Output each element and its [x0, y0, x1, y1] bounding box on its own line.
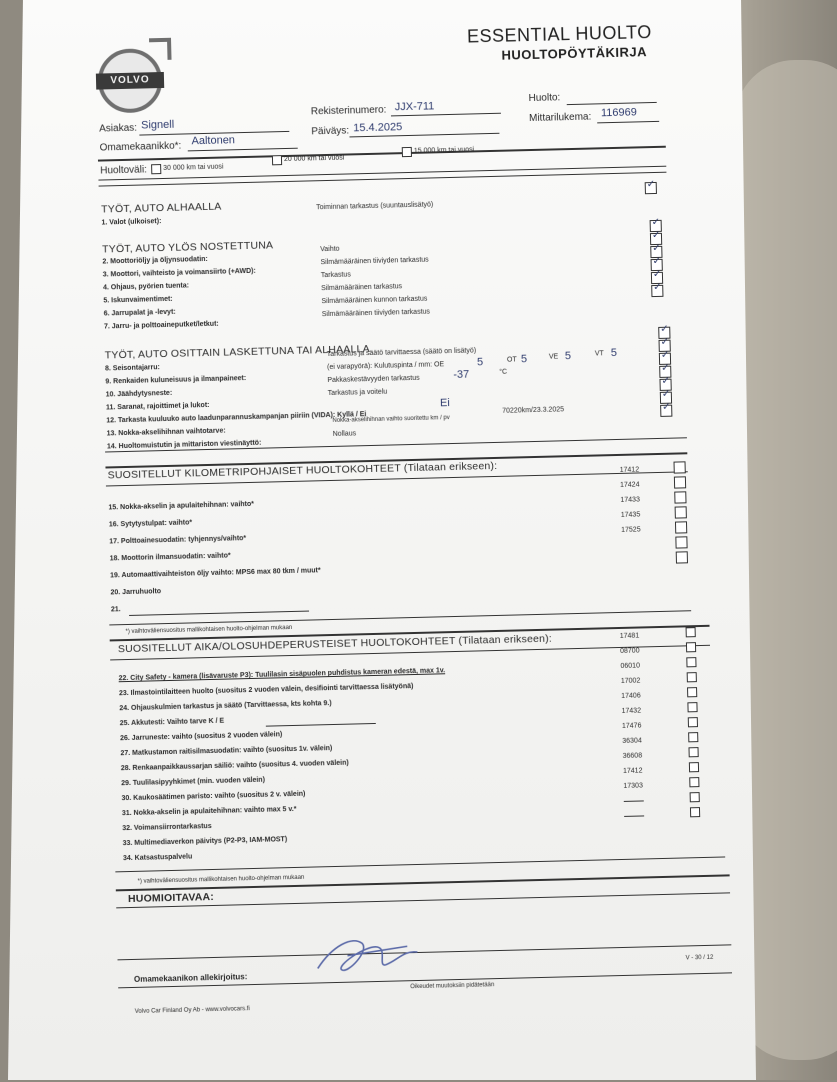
item30-code: 36608 — [622, 752, 643, 760]
interval-20000-checkbox[interactable] — [272, 155, 282, 165]
rekisteri-label: Rekisterinumero: — [310, 104, 387, 118]
item18-code: 17435 — [620, 511, 641, 519]
item7-label: 7. Jarru- ja polttoaineputket/letkut: — [103, 320, 219, 331]
item28-checkbox[interactable] — [688, 717, 698, 727]
item33-checkbox[interactable] — [690, 792, 700, 802]
huoltovali-label: Huoltoväli: — [100, 164, 148, 177]
item25-checkbox[interactable] — [687, 672, 697, 682]
tire-ve-label: VE — [548, 353, 559, 361]
item19-checkbox[interactable] — [675, 521, 687, 533]
item32-checkbox[interactable] — [689, 777, 699, 787]
item27-checkbox[interactable] — [687, 702, 697, 712]
item25-code: 17002 — [620, 677, 641, 685]
item18-checkbox[interactable] — [675, 506, 687, 518]
document-subtitle: HUOLTOPÖYTÄKIRJA — [501, 44, 648, 63]
item28-label: 28. Renkaanpaikkaussarjan säiliö: vaihto (suositus 4. vuoden välein) — [120, 759, 349, 773]
footer-code: V - 30 / 12 — [685, 954, 714, 962]
coolant-unit: °C — [499, 368, 508, 376]
logo-arrow-icon — [149, 38, 172, 61]
section4-title: SUOSITELLUT KILOMETRIPOHJAISET HUOLTOKOHTEET (Tilataan erikseen): — [107, 459, 498, 482]
item22-code: 17481 — [619, 632, 640, 640]
item1-label: 1. Valot (ulkoiset): — [101, 218, 162, 227]
item28-code: 17476 — [621, 722, 642, 730]
item17-code: 17433 — [620, 496, 640, 504]
item33-label: 33. Multimediaverkon päivitys (P2-P3, IAM-MOST) — [122, 836, 288, 848]
interval-30000-checkbox[interactable] — [151, 164, 161, 174]
omamekaanikko-label: Omamekaanikko*: — [99, 140, 182, 154]
tire-ot-value: 5 — [520, 353, 528, 366]
item1-checkbox[interactable] — [645, 182, 657, 194]
item10-label: 10. Jäähdytysneste: — [105, 389, 173, 399]
item25-label: 25. Akkutesti: Vaihto tarve K / E — [119, 717, 225, 728]
item3-label: 3. Moottori, vaihteisto ja voimansiirto (+AWD): — [102, 267, 256, 279]
item29-label: 29. Tuulilasipyyhkimet (min. vuoden välein) — [121, 776, 266, 788]
item14-checkbox[interactable] — [660, 405, 672, 417]
huolto-label: Huolto: — [528, 92, 561, 105]
item21-checkbox[interactable] — [676, 551, 688, 563]
asiakas-value: Signell — [140, 118, 175, 132]
volvo-logo — [97, 48, 163, 114]
item22-checkbox[interactable] — [686, 627, 696, 637]
item27-code: 17432 — [621, 707, 642, 715]
item21-label: 21. — [110, 606, 121, 614]
item34-checkbox[interactable] — [690, 807, 700, 817]
tire-vt-label: VT — [594, 350, 604, 358]
item34-label: 34. Katsastuspalvelu — [122, 853, 193, 863]
item30-label: 30. Kaukosäätimen paristo: vaihto (suositus 2 v. välein) — [121, 790, 306, 803]
footer-company: Volvo Car Finland Oy Ab - www.volvocars.fi — [134, 1006, 250, 1015]
interval-20000-label: 20 000 km tai vuosi — [283, 154, 345, 164]
item20-checkbox[interactable] — [675, 536, 687, 548]
item8-action: Tarkastus ja säätö tarvittaessa (säätö on lisätyö) — [326, 347, 477, 359]
interval-15000-label: 15 000 km tai vuosi — [413, 146, 475, 155]
item6-action: Silmämääräinen kunnon tarkastus — [321, 295, 428, 306]
tire-ve-value: 5 — [564, 350, 572, 363]
item31-code: 17412 — [622, 767, 643, 775]
signature-label: Omamekaanikon allekirjoitus: — [133, 972, 248, 984]
item18-label: 18. Moottorin ilmansuodatin: vaihto* — [109, 552, 231, 563]
timing-done-value: 70220km/23.3.2025 — [502, 406, 565, 415]
item20-label: 20. Jarruhuolto — [110, 588, 162, 597]
item7-action: Silmämääräinen tiiviyden tarkastus — [321, 308, 431, 319]
item16-checkbox[interactable] — [674, 476, 686, 488]
item32-label: 32. Voimansiirrontarkastus — [122, 823, 212, 833]
item24-code: 06010 — [620, 662, 641, 670]
item16-label: 16. Sytytystulpat: vaihto* — [108, 519, 193, 529]
item23-checkbox[interactable] — [686, 642, 696, 652]
item23-label: 23. Ilmastointilaitteen huolto (suositus 2 vuoden välein, desifiointi tarvittaessa lisätyönä) — [118, 683, 414, 698]
item26-label: 26. Jarruneste: vaihto (suositus 2 vuoden välein) — [120, 731, 283, 743]
item17-checkbox[interactable] — [674, 491, 686, 503]
item9-action: (ei varapyörä): Kulutuspinta / mm: OE — [327, 361, 445, 372]
interval-30000-label: 30 000 km tai vuosi — [163, 163, 224, 172]
item13-label: 13. Nokka-akselihihnan vaihtotarve: — [106, 427, 226, 438]
item5-label: 5. Iskunvaimentimet: — [103, 295, 173, 305]
item26-code: 17406 — [621, 692, 641, 700]
item6-label: 6. Jarrupalat ja -levyt: — [103, 308, 176, 318]
item7-checkbox[interactable] — [651, 285, 663, 297]
item31-label: 31. Nokka-akselin ja apulaitehihnan: vaihto max 5 v.* — [121, 805, 297, 818]
mittari-value: 116969 — [600, 106, 637, 120]
item2-label: 2. Moottoriöljy ja öljynsuodatin: — [102, 255, 208, 266]
item11-action: Tarkastus ja voitelu — [327, 388, 388, 398]
item15-checkbox[interactable] — [674, 461, 686, 473]
item2-action: Vaihto — [320, 245, 340, 254]
tire-oe-value: 5 — [476, 356, 484, 369]
interval-15000-checkbox[interactable] — [402, 147, 412, 157]
item4-label: 4. Ohjaus, pyörien tuenta: — [103, 282, 190, 292]
item10-action: Pakkaskestävyyden tarkastus — [327, 374, 420, 385]
item14-action: Nollaus — [332, 430, 357, 438]
paivays-value: 15.4.2025 — [353, 121, 403, 135]
item13-action: Nokka-akselihihnan vaihto suoritettu km / pv — [332, 415, 450, 424]
item16-code: 17424 — [619, 481, 640, 489]
section2-title: TYÖT, AUTO YLÖS NOSTETTUNA — [102, 239, 274, 256]
item26-checkbox[interactable] — [687, 687, 697, 697]
item5-action: Silmämääräinen tarkastus — [321, 283, 403, 293]
item3-action: Silmämääräinen tiiviyden tarkastus — [320, 256, 429, 267]
vida-answer: Ei — [439, 397, 450, 410]
tire-vt-value: 5 — [610, 346, 618, 360]
item19-code: 17525 — [621, 526, 641, 534]
tire-ot-label: OT — [506, 356, 517, 364]
section3-title: TYÖT, AUTO OSITTAIN LASKETTUNA TAI ALHAALLA — [104, 343, 370, 362]
item19-label: 19. Automaattivaihteiston öljy vaihto: MPS6 max 80 tkm / muut* — [110, 567, 321, 580]
item22-label: 22. City Safety - kamera (lisävaruste P3): Tuulilasin sisäpuolen puhdistus kameran edestä, max 1v. — [118, 667, 446, 683]
item17-label: 17. Polttoainesuodatin: tyhjennys/vaihto* — [109, 535, 247, 546]
omamekaanikko-value: Aaltonen — [191, 134, 236, 148]
item9-label: 9. Renkaiden kuluneisuus ja ilmanpaineet: — [105, 375, 247, 386]
paivays-label: Päiväys: — [311, 125, 350, 138]
item8-label: 8. Seisontajarru: — [104, 364, 160, 373]
section4-footnote: *) vaihtoväliensuositus mallikohtaisen huolto-ohjelman mukaan — [125, 624, 293, 636]
item14-label: 14. Huoltomuistutin ja mittariston viestinäyttö: — [106, 439, 262, 451]
mittari-label: Mittarilukema: — [528, 111, 592, 125]
item1-action: Toiminnan tarkastus (suuntauslisätyö) — [316, 201, 434, 212]
document-title: ESSENTIAL HUOLTO — [466, 22, 652, 47]
item31-checkbox[interactable] — [689, 762, 699, 772]
item15-code: 17412 — [619, 466, 640, 474]
signature-scribble — [307, 924, 428, 987]
item27-label: 27. Matkustamon raitisilmasuodatin: vaihto (suositus 1v. välein) — [120, 745, 333, 758]
item29-code: 36304 — [622, 737, 642, 745]
section5-title: SUOSITELLUT AIKA/OLOSUHDEPERUSTEISET HUOLTOKOHTEET (Tilataan erikseen): — [117, 632, 553, 656]
signature-right-note: Oikeudet muutoksiin pidätetään — [410, 982, 495, 991]
asiakas-label: Asiakas: — [99, 122, 138, 135]
rekisteri-value: JJX-711 — [394, 100, 435, 114]
coolant-value: -37 — [453, 368, 470, 381]
item12-label: 12. Tarkasta kuuluuko auto laadunparannuskampanjan piiriin (VIDA): Kyllä / Ei — [106, 411, 367, 425]
item11-label: 11. Saranat, rajoittimet ja lukot: — [105, 401, 210, 412]
section5-footnote: *) vaihtoväliensuositus mallikohtaisen huolto-ohjelman mukaan — [137, 874, 305, 885]
logo-text: VOLVO — [96, 72, 164, 90]
item23-code: 08700 — [620, 647, 640, 655]
item24-checkbox[interactable] — [686, 657, 696, 667]
item15-label: 15. Nokka-akselin ja apulaitehihnan: vaihto* — [108, 500, 255, 512]
item4-action: Tarkastus — [320, 271, 351, 280]
item32-code: 17303 — [623, 782, 643, 790]
section1-title: TYÖT, AUTO ALHAALLA — [101, 200, 222, 216]
item30-checkbox[interactable] — [688, 747, 698, 757]
item24-label: 24. Ohjauskulmien tarkastus ja säätö (Tarvittaessa, kts kohta 9.) — [119, 700, 332, 713]
item29-checkbox[interactable] — [688, 732, 698, 742]
notes-label: HUOMIOITAVAA: — [127, 890, 215, 906]
